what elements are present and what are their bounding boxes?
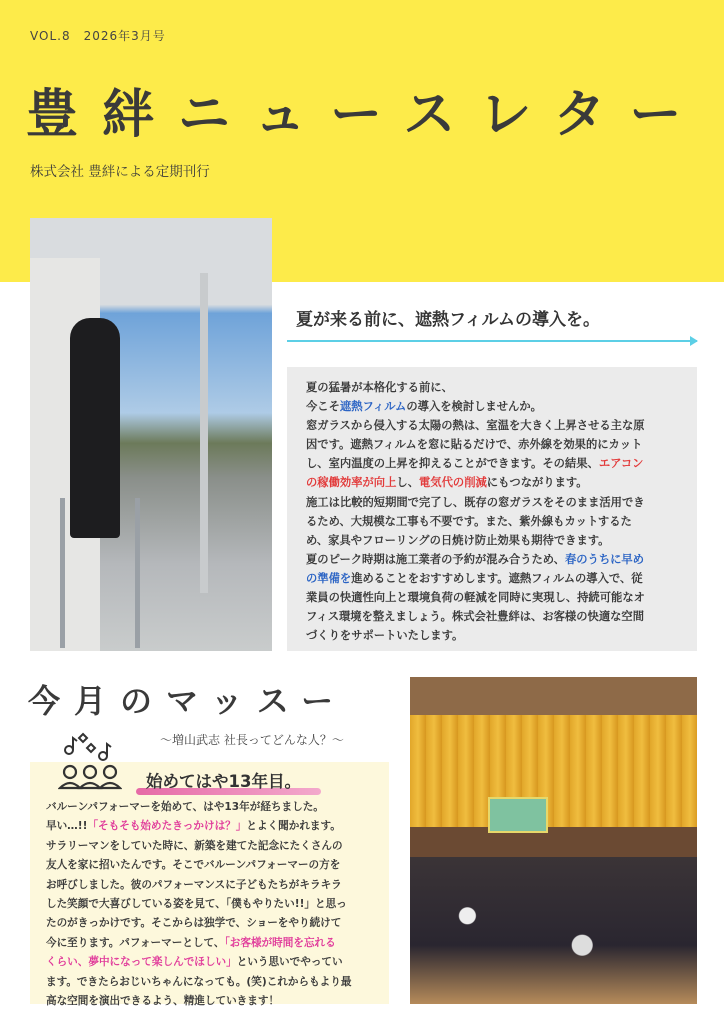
text-line	[46, 973, 389, 992]
arrow-divider-icon	[287, 340, 697, 342]
text-line	[306, 435, 697, 454]
text-segment: づくりをサポートいたします。	[306, 629, 464, 643]
text-segment: とよく聞かれます。	[246, 820, 341, 833]
article-heading: 夏が来る前に、遮熱フィルムの導入を。	[296, 310, 600, 330]
photo-ladder	[60, 498, 140, 648]
text-line	[46, 856, 389, 875]
text-segment: ます。できたらおじいちゃんになっても。(笑)これからもより最	[46, 975, 352, 988]
text-segment: 窓ガラスから侵入する太陽の熱は、室温を大きく上昇させる主な原	[306, 419, 645, 433]
article-body	[287, 367, 697, 651]
text-segment: 今に至ります。パフォーマーとして、	[46, 936, 225, 949]
text-segment: 夏のピーク時期は施工業者の予約が混み合うため、	[306, 552, 565, 566]
highlighted-text: 電気代の削減	[419, 476, 487, 490]
text-segment: 今こそ	[306, 400, 340, 414]
text-line	[306, 493, 697, 512]
text-segment: の導入を検討しませんか。	[406, 400, 542, 414]
newsletter-title: 豊絆ニュースレター	[26, 85, 706, 145]
text-segment: 進めることをおすすめします。遮熱フィルムの導入で、従	[351, 571, 643, 585]
text-line	[46, 837, 389, 856]
text-segment: バルーンパフォーマーを始めて、はや13年が経ちました。	[46, 801, 324, 813]
text-line	[46, 876, 389, 895]
music-sparkle-icon	[63, 730, 113, 766]
text-segment: にもつながります。	[486, 476, 588, 490]
text-segment: 高な空間を演出できるよう、精進していきます！	[46, 995, 280, 1008]
photo-audience	[410, 857, 697, 1004]
text-line	[46, 895, 389, 914]
highlighted-text: の稼働効率が向上	[306, 476, 397, 490]
text-line	[306, 416, 697, 435]
text-segment: という思いでやってい	[236, 956, 343, 969]
highlighted-text: 春のうちに早め	[564, 552, 645, 566]
section-subtitle: ～増山武志 社長ってどんな人？～	[160, 733, 344, 747]
photo-curtain	[410, 715, 697, 835]
section-title: 今月のマッスー	[28, 682, 348, 720]
text-line	[306, 454, 697, 473]
highlighted-text: 「お客様が時間を忘れる	[224, 936, 336, 949]
text-line	[306, 531, 697, 550]
text-segment: るため、大規模な工事も不要です。また、紫外線もカットするた	[306, 514, 632, 528]
issue-info: VOL.8 2026年3月号	[30, 29, 166, 43]
highlighted-text: エアコン	[598, 457, 644, 471]
window-film-installation-photo	[30, 218, 272, 651]
text-segment: 友人を家に招いたんです。そこでバルーンパフォーマーの方を	[46, 859, 341, 872]
balloon-show-photo	[410, 677, 697, 1004]
text-line	[306, 569, 697, 588]
text-segment: サラリーマンをしていた時に、新築を建てた記念にたくさんの	[46, 839, 343, 852]
photo-ceiling	[410, 677, 697, 717]
highlighted-text: 遮熱フィルム	[339, 400, 407, 414]
text-segment: たのがきっかけです。そこからは独学で、ショーをやり続けて	[46, 917, 342, 930]
interview-heading: 始めてはや13年目。	[146, 772, 301, 791]
text-line	[46, 953, 389, 972]
text-segment: 因です。遮熱フィルムを窓に貼るだけで、赤外線を効果的にカット	[306, 438, 643, 452]
text-line	[306, 512, 697, 531]
people-group-icon	[58, 762, 122, 792]
text-segment: 業員の快適性向上と環境負荷の軽減を同時に実現し、持続可能なオ	[306, 591, 645, 605]
text-segment: お呼びしました。彼のパフォーマンスに子どもたちがキラキラ	[46, 878, 342, 891]
text-line	[306, 588, 697, 607]
text-line	[306, 626, 697, 645]
text-segment: し、	[396, 476, 419, 490]
text-line	[46, 934, 389, 953]
text-segment: し、室内温度の上昇を抑えることができます。その結果、	[306, 457, 599, 471]
highlighted-text: 「そもそも始めたきっかけは？」	[87, 820, 247, 833]
text-line	[306, 473, 697, 492]
text-segment: フィス環境を整えましょう。株式会社豊絆は、お客様の快適な空間	[306, 610, 645, 624]
interview-box	[30, 762, 389, 1008]
text-line	[46, 992, 389, 1011]
text-segment: 施工は比較的短期間で完了し、既存の窓ガラスをそのまま活用でき	[306, 495, 645, 509]
text-line	[46, 914, 389, 933]
text-line	[306, 397, 697, 416]
text-line	[306, 607, 697, 626]
highlighted-text: の準備を	[306, 571, 352, 585]
highlighted-text: くらい、夢中になって楽しんでほしい」	[46, 956, 237, 969]
text-segment: した笑顔で大喜びしている姿を見て、「僕もやりたい!!」と思っ	[46, 898, 347, 911]
text-segment: 早い…!!	[46, 820, 88, 833]
text-line	[46, 798, 389, 817]
text-line	[306, 550, 697, 569]
text-line	[306, 378, 697, 397]
text-line	[46, 817, 389, 836]
photo-banner	[488, 797, 548, 833]
newsletter-subtitle: 株式会社 豊絆による定期刊行	[30, 164, 210, 180]
photo-window-frame	[200, 273, 208, 593]
text-segment: 夏の猛暑が本格化する前に、	[306, 381, 453, 394]
text-segment: め、家具やフローリングの日焼け防止効果も期待できます。	[306, 533, 610, 547]
